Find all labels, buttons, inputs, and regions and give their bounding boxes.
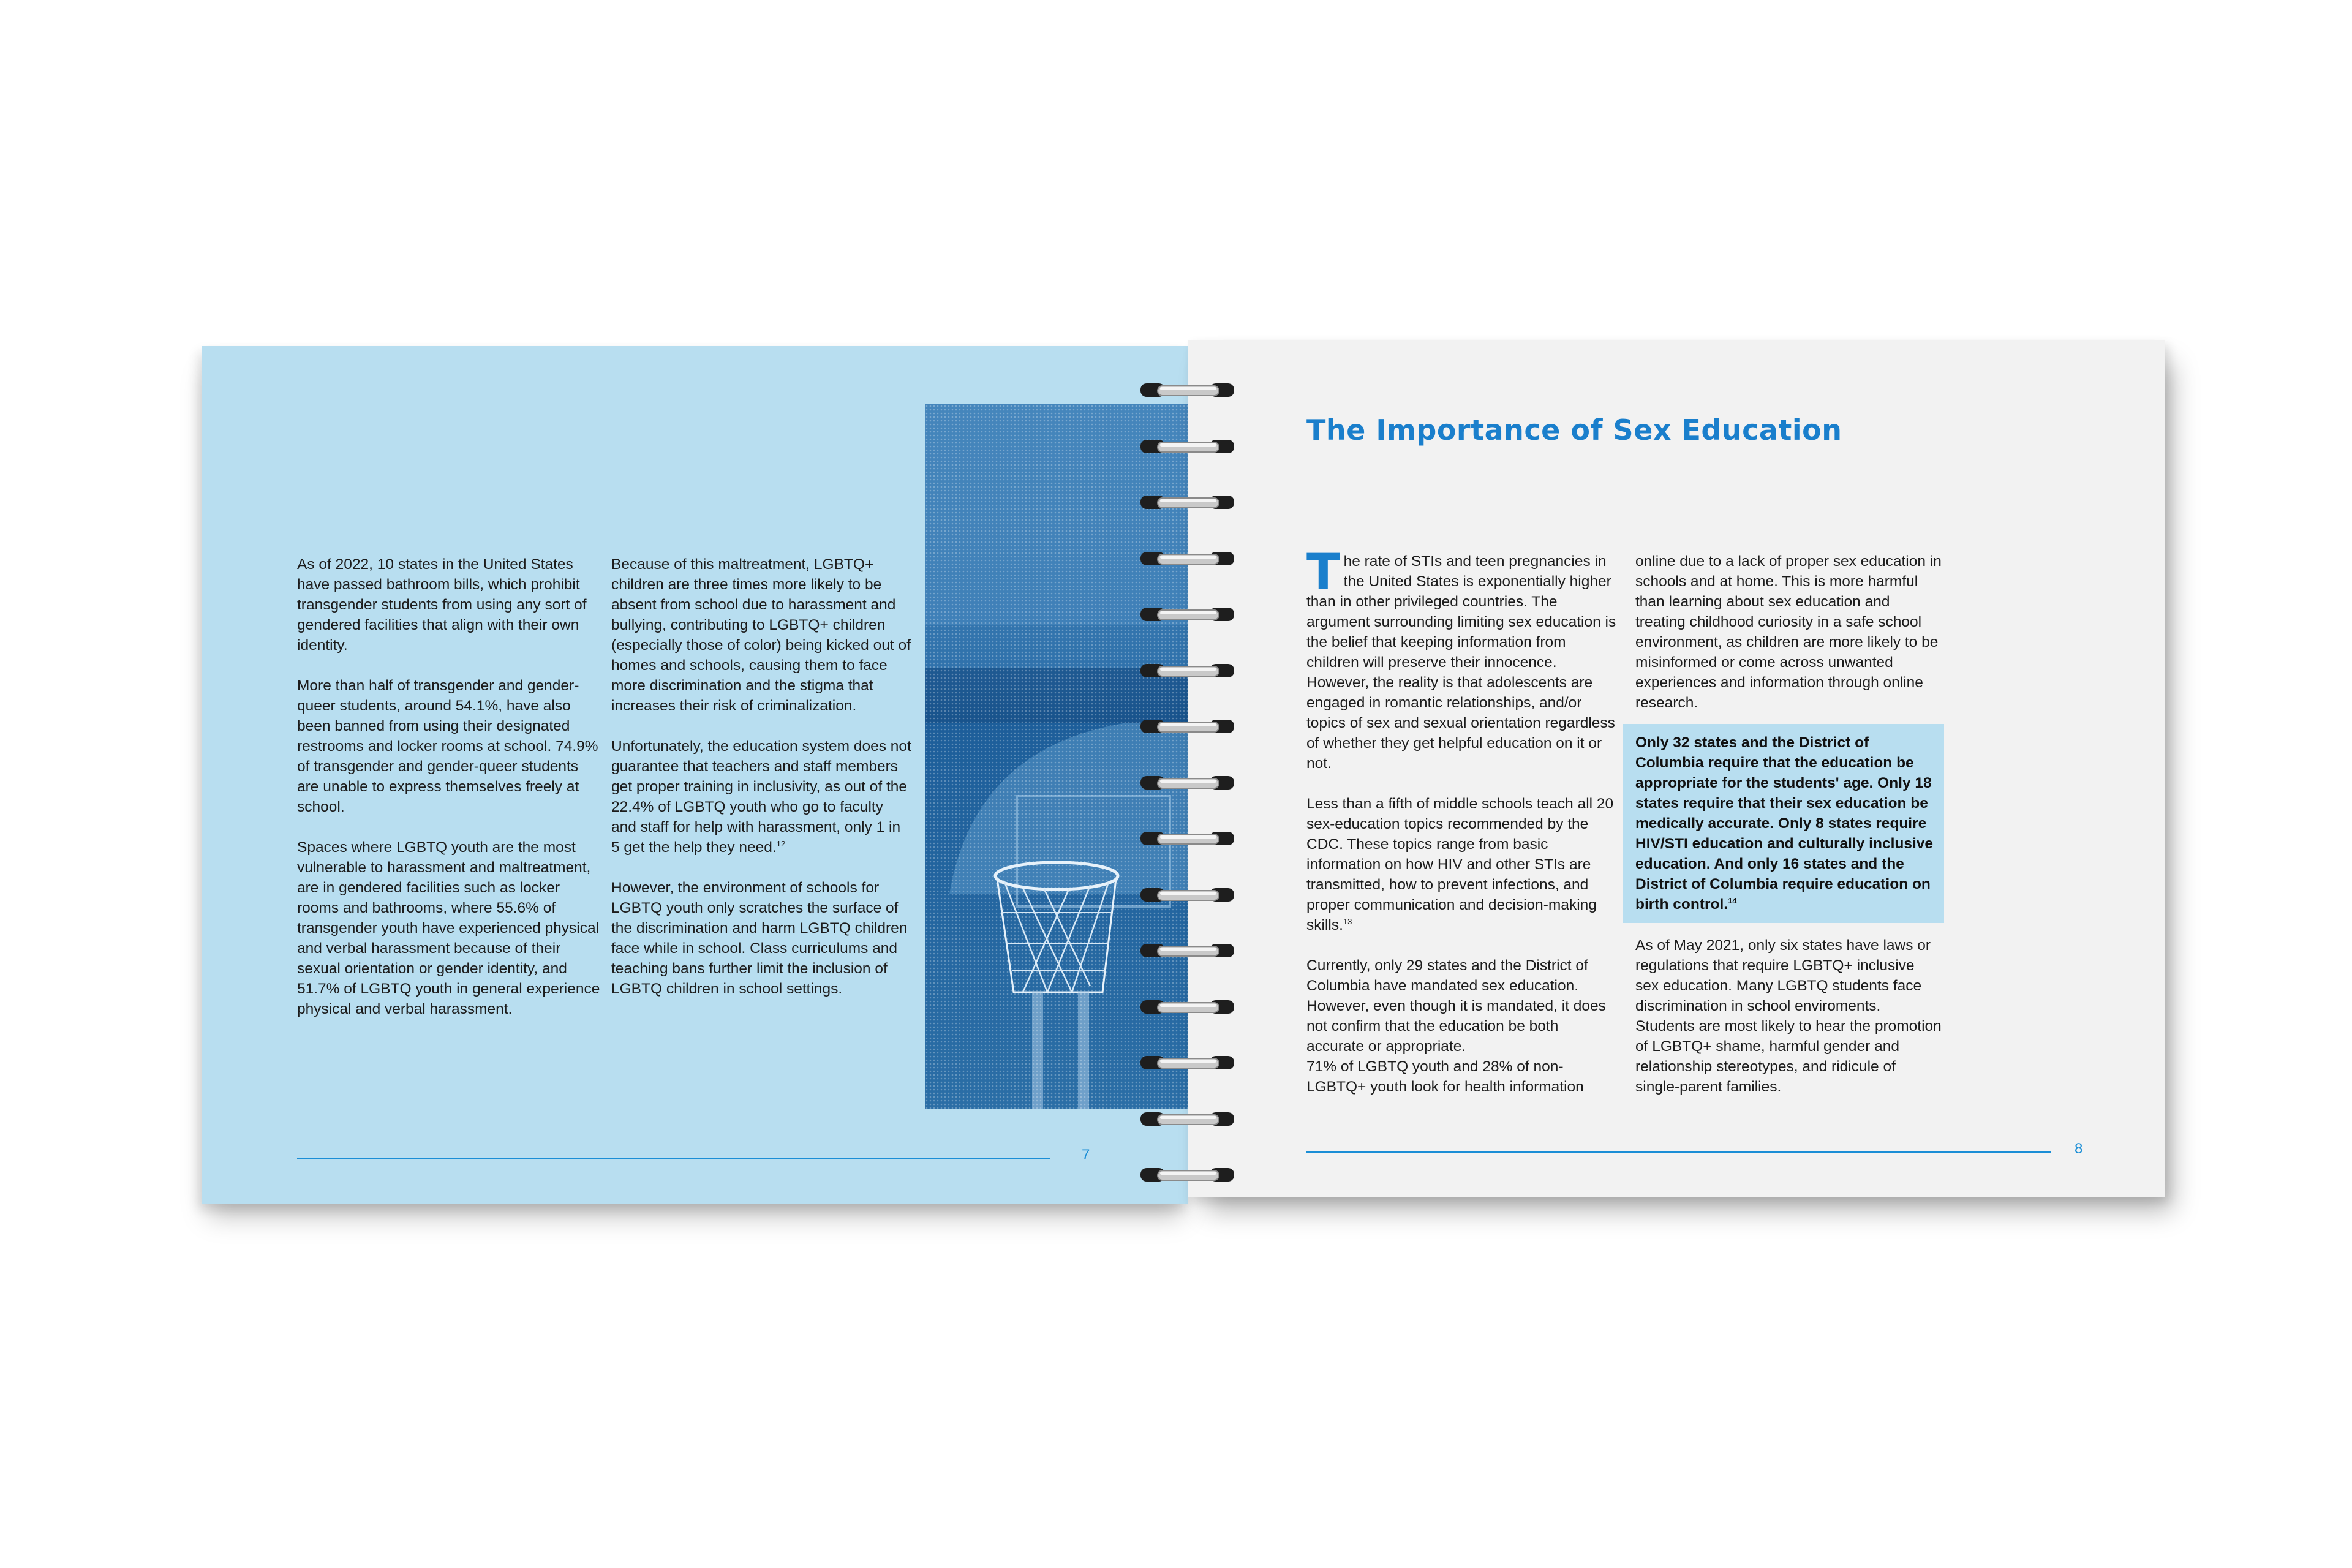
paragraph: Spaces where LGBTQ youth are the most vulnerable to harassment and maltreatment, are in gendered facilities such as locker rooms and bathrooms, where 55.6% of transgender youth have experienced physical and verbal harassment because of their sexual orientation or gender identity, and 51.7% of LGBTQ youth in general experience physical and verbal harassment. bbox=[297, 839, 600, 1017]
binding-ring bbox=[1139, 828, 1237, 850]
footer-rule bbox=[1306, 1152, 2051, 1153]
binding-ring bbox=[1139, 380, 1237, 402]
binding-ring bbox=[1139, 884, 1237, 907]
left-column-1 bbox=[297, 554, 603, 1039]
binding-ring bbox=[1139, 1164, 1237, 1186]
page-number: 8 bbox=[2075, 1140, 2083, 1157]
paragraph: Currently, only 29 states and the District of Columbia have mandated sex education. However, even though it is mandated, it does not confirm that the education be both accurate or appropriate. bbox=[1306, 957, 1606, 1055]
binding-ring bbox=[1139, 1109, 1237, 1131]
left-column-2 bbox=[611, 554, 911, 1019]
binding-ring bbox=[1139, 772, 1237, 794]
binding-ring bbox=[1139, 436, 1237, 458]
paragraph bbox=[611, 736, 911, 858]
binding-ring bbox=[1139, 604, 1237, 626]
paragraph: However, the environment of schools for LGBTQ youth only scratches the surface of the discrimination and harm LGBTQ children face while in school. Class curriculums and teaching bans further limit the inclusion of LGBTQ children in school settings. bbox=[611, 880, 908, 997]
paragraph bbox=[1306, 543, 1619, 774]
paragraph: 71% of LGBTQ youth and 28% of non-LGBTQ+ youth look for health information bbox=[1306, 1058, 1584, 1095]
paragraph: As of 2022, 10 states in the United States have passed bathroom bills, which prohibit transgender students from using any sort of gendered facilities that align with their own identity. bbox=[297, 556, 587, 654]
right-column-1 bbox=[1306, 543, 1619, 1117]
binding-ring bbox=[1139, 716, 1237, 738]
paragraph-text: Unfortunately, the education system does not guarantee that teachers and staff members get proper training in inclusivity, as out of the 22.4% of LGBTQ youth who go to faculty and staff for help with harassment, only 1 in 5 get the help they need. bbox=[611, 738, 911, 856]
footnote-ref: 13 bbox=[1343, 916, 1352, 926]
paragraph: More than half of transgender and gender-queer students, around 54.1%, have also been banned from using their designated restrooms and locker rooms at school. 74.9% of transgender and gender-queer students are unable to express themselves freely at school. bbox=[297, 677, 598, 815]
binding-ring bbox=[1139, 997, 1237, 1019]
paragraph-text: he rate of STIs and teen pregnancies in the United States is exponentially higher than in other privileged countries. The argument surrounding limiting sex education is the belief that keeping information from children will preserve their innocence. However, the reality is that adolescents are engaged in romantic relationships, and/or topics of sex and sexual orientation regardless of whether they get helpful education on it or not. bbox=[1306, 553, 1616, 772]
footnote-ref: 14 bbox=[1728, 895, 1737, 905]
callout-box bbox=[1623, 724, 1944, 923]
left-page bbox=[202, 346, 1188, 1204]
paragraph-text: Less than a fifth of middle schools teach all 20 sex-education topics recommended by the CDC. These topics range from basic information on how HIV and other STIs are transmitted, how to prevent infections, and proper communication and decision-making skills. bbox=[1306, 796, 1614, 933]
right-column-2 bbox=[1635, 551, 1942, 1117]
callout-text: Only 32 states and the District of Columbia require that the education be appropriate for the students' age. Only 18 states require that their sex education be medically accurate. Only 8 states require HIV/STI education and culturally inclusive education. And only 16 states and the District of Columbia require education on birth control. bbox=[1635, 734, 1934, 913]
footer-rule bbox=[297, 1158, 1050, 1159]
binding-ring bbox=[1139, 548, 1237, 570]
page-number: 7 bbox=[1082, 1147, 1090, 1163]
binding-ring bbox=[1139, 492, 1237, 514]
page-title: The Importance of Sex Education bbox=[1306, 413, 1842, 447]
binding-ring bbox=[1139, 940, 1237, 962]
paragraph: Because of this maltreatment, LGBTQ+ children are three times more likely to be absent from school due to harassment and bullying, contributing to LGBTQ+ children (especially those of color) being kicked out of homes and schools, causing them to face more discrimination and the stigma that increases their risk of criminalization. bbox=[611, 556, 911, 714]
binding-ring bbox=[1139, 1052, 1237, 1074]
right-page bbox=[1188, 340, 2165, 1197]
drop-cap: T bbox=[1306, 543, 1340, 600]
binding-ring bbox=[1139, 660, 1237, 682]
paragraph: online due to a lack of proper sex education in schools and at home. This is more harmful than learning about sex education and treating childhood curiosity in a safe school environment, as children are more likely to be misinformed or come across unwanted experiences and information through online research. bbox=[1635, 553, 1942, 711]
paragraph: As of May 2021, only six states have laws or regulations that require LGBTQ+ inclusive sex education. Many LGBTQ students face discrimination in school enviroments. Students are most likely to hear the promotion of LGBTQ+ shame, harmful gender and relationship stereotypes, and ridicule of single-parent families. bbox=[1635, 937, 1942, 1095]
footnote-ref: 12 bbox=[776, 839, 786, 848]
paragraph bbox=[1306, 794, 1619, 935]
